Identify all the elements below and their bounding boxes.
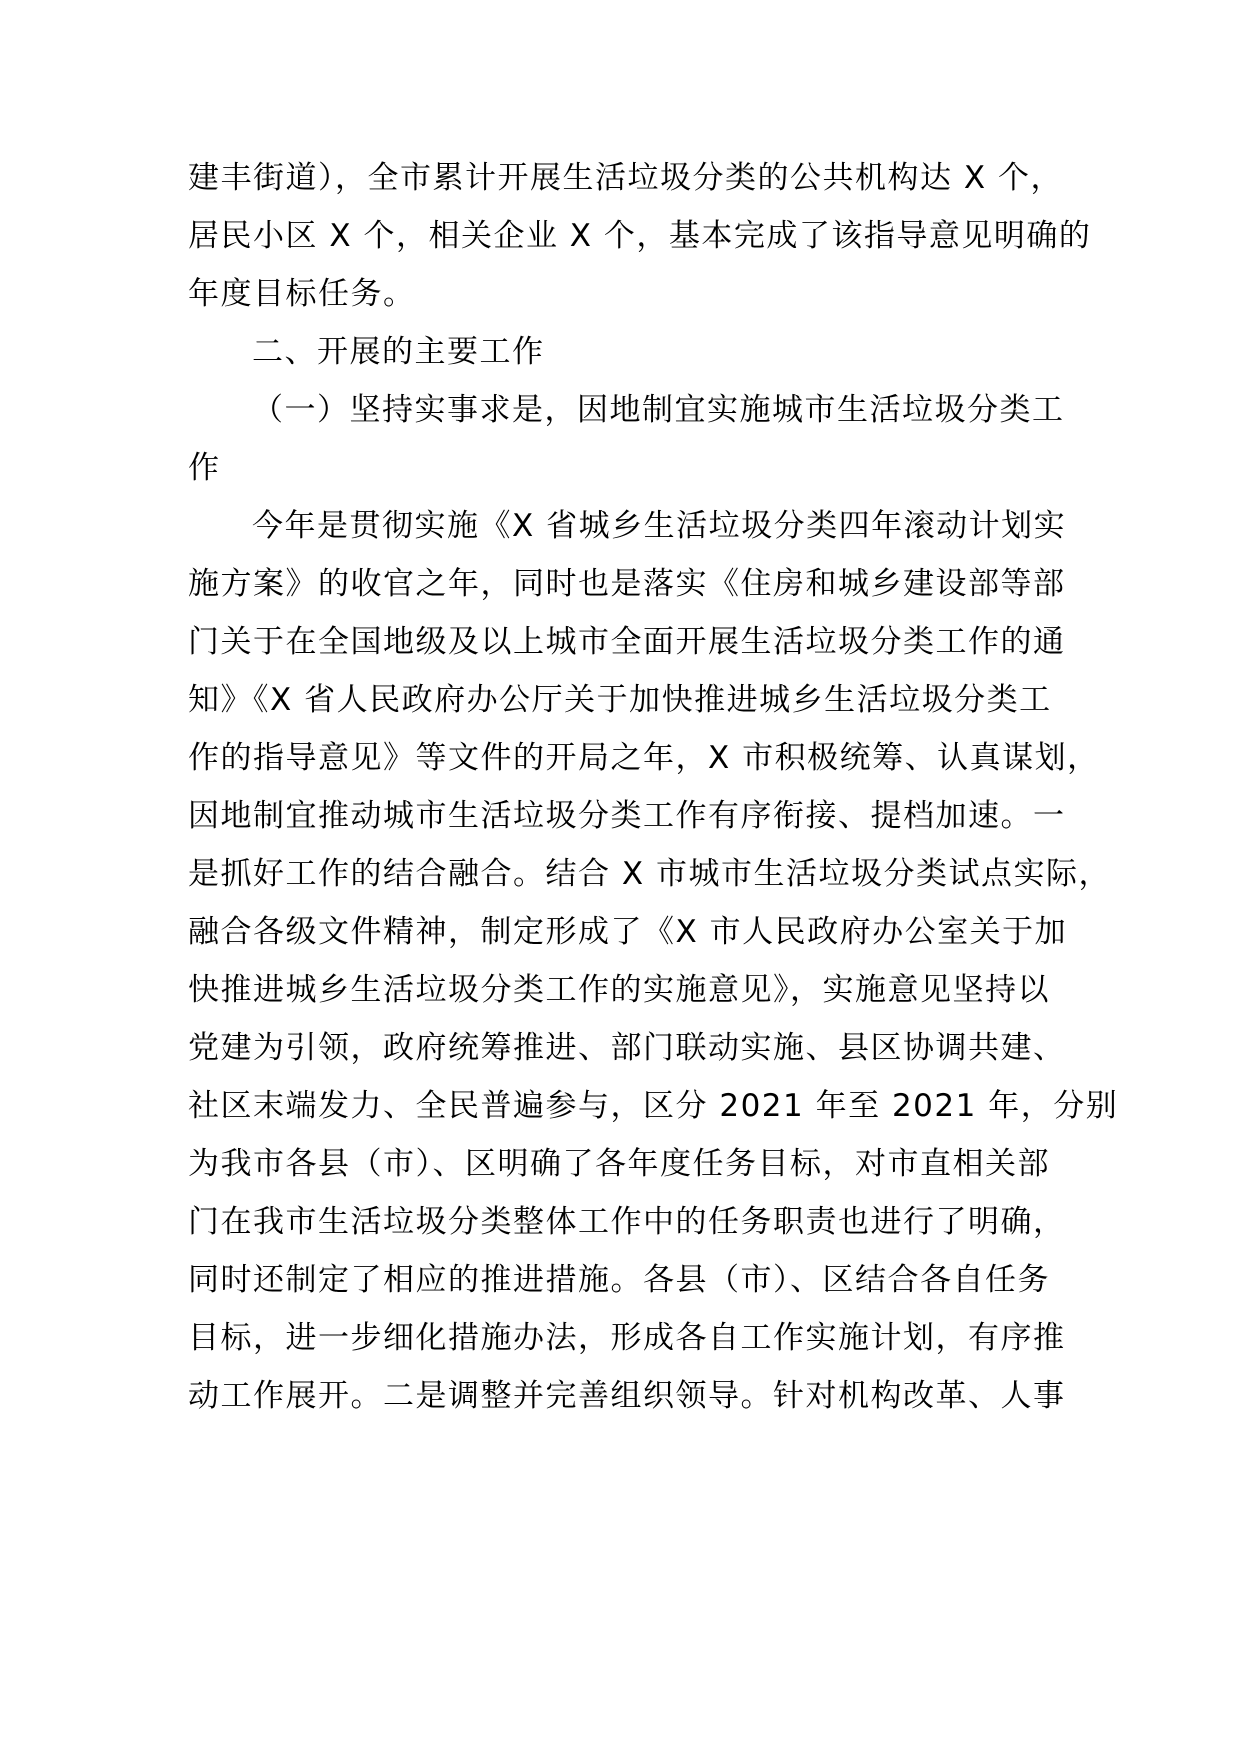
body-line-12: 为我市各县（市）、区明确了各年度任务目标，对市直相关部 <box>188 1146 1050 1182</box>
body-line-13: 门在我市生活垃圾分类整体工作中的任务职责也进行了明确， <box>188 1204 1066 1240</box>
body-line-10: 党建为引领，政府统筹推进、部门联动实施、县区协调共建、 <box>188 1030 1066 1066</box>
subsection-heading-line-2: 作 <box>188 450 221 486</box>
body-line-11: 社区末端发力、全民普遍参与，区分 2021 年至 2021 年，分别 <box>188 1088 1119 1124</box>
subsection-heading-line-1: （一）坚持实事求是，因地制宜实施城市生活垃圾分类工 <box>252 392 1065 428</box>
body-line-8: 融合各级文件精神，制定形成了《X 市人民政府办公室关于加 <box>188 914 1068 950</box>
body-line-5: 作的指导意见》等文件的开局之年，X 市积极统筹、认真谋划， <box>188 740 1100 776</box>
body-line-7: 是抓好工作的结合融合。结合 X 市城市生活垃圾分类试点实际， <box>188 856 1111 892</box>
paragraph-line-3: 年度目标任务。 <box>188 276 416 312</box>
body-line-3: 门关于在全国地级及以上城市全面开展生活垃圾分类工作的通 <box>188 624 1066 660</box>
body-line-6: 因地制宜推动城市生活垃圾分类工作有序衔接、提档加速。一 <box>188 798 1066 834</box>
paragraph-line-2: 居民小区 X 个，相关企业 X 个，基本完成了该指导意见明确的 <box>188 218 1092 254</box>
body-line-14: 同时还制定了相应的推进措施。各县（市）、区结合各自任务 <box>188 1262 1050 1298</box>
body-line-1: 今年是贯彻实施《X 省城乡生活垃圾分类四年滚动计划实 <box>252 508 1067 544</box>
body-line-15: 目标，进一步细化措施办法，形成各自工作实施计划，有序推 <box>188 1320 1066 1356</box>
body-line-16: 动工作展开。二是调整并完善组织领导。针对机构改革、人事 <box>188 1378 1066 1414</box>
body-line-4: 知》《X 省人民政府办公厅关于加快推进城乡生活垃圾分类工 <box>188 682 1052 718</box>
body-line-9: 快推进城乡生活垃圾分类工作的实施意见》，实施意见坚持以 <box>188 972 1050 1008</box>
body-line-2: 施方案》的收官之年，同时也是落实《住房和城乡建设部等部 <box>188 566 1066 602</box>
paragraph-line-1: 建丰街道），全市累计开展生活垃圾分类的公共机构达 X 个， <box>188 160 1063 196</box>
section-heading: 二、开展的主要工作 <box>252 334 545 370</box>
